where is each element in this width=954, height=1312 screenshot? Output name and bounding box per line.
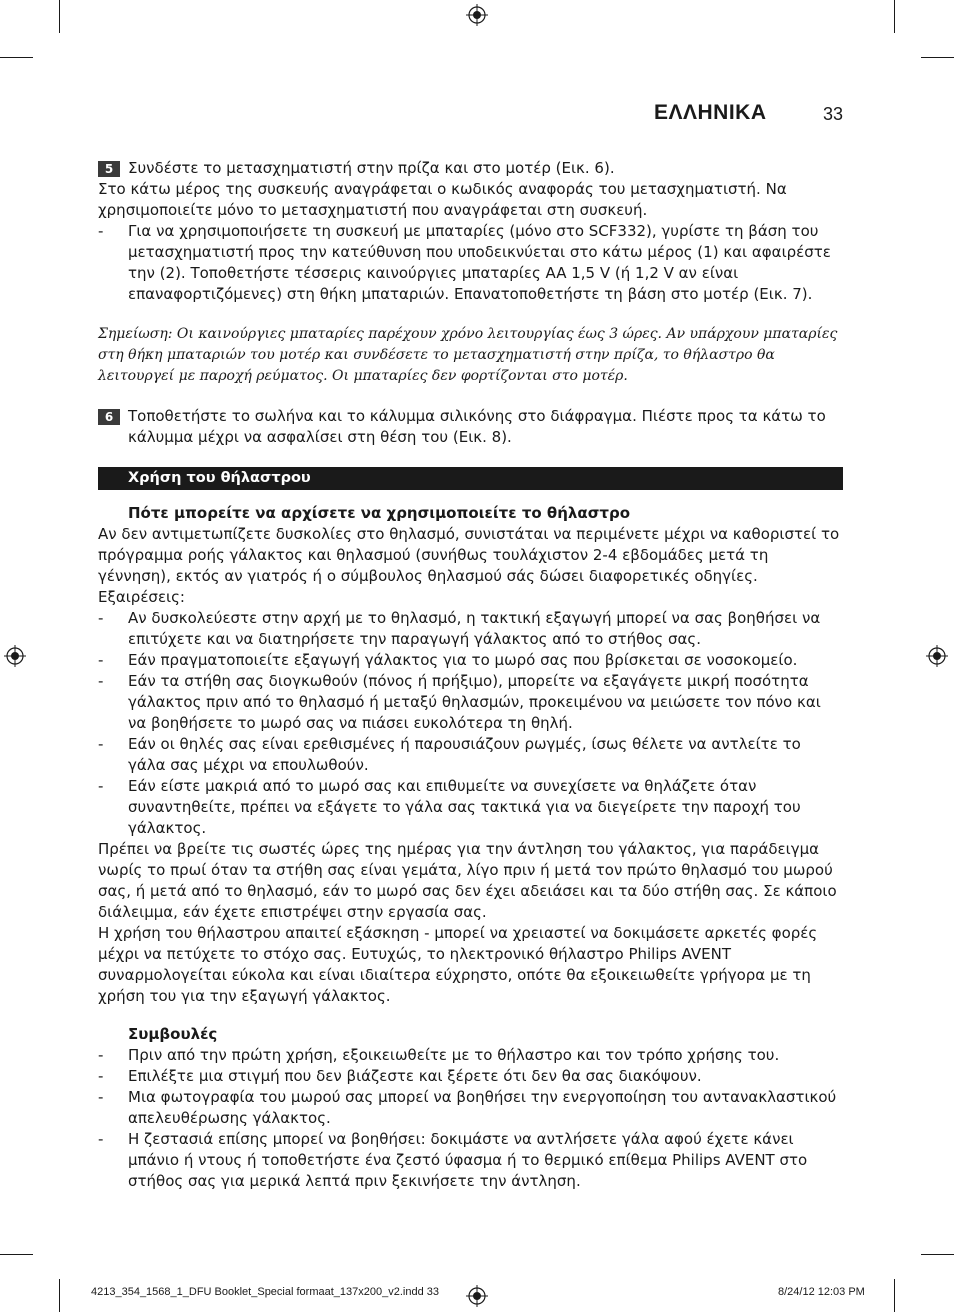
list-item-text: Αν δυσκολεύεστε στην αρχή με το θηλασμό, η τακτική εξαγωγή μπορεί να σας βοηθήσει να επιτύχετε και να διατηρήσετε την παραγωγή γάλακτος από το στήθος σας. [128, 609, 821, 648]
subheading: Πότε μπορείτε να αρχίσετε να χρησιμοποιείτε το θήλαστρο [128, 504, 631, 522]
header-language: ΕΛΛΗΝΙΚΑ [654, 101, 767, 124]
page-number: 33 [823, 104, 844, 124]
list-item-text: Εάν οι θηλές σας είναι ερεθισμένες ή παρουσιάζουν ρωγμές, ίσως θέλετε να αντλείτε το γάλα σας μέχρι να επουλωθούν. [128, 735, 801, 774]
list-item [98, 608, 843, 650]
list-item [98, 1045, 843, 1066]
list-item [98, 1087, 843, 1129]
crop-mark [0, 1254, 33, 1255]
registration-mark-icon [466, 4, 488, 26]
list-item-text: Πριν από την πρώτη χρήση, εξοικειωθείτε με το θήλαστρο και τον τρόπο χρήσης του. [128, 1046, 780, 1064]
crop-mark [59, 1279, 60, 1312]
list-item [98, 650, 843, 671]
step-number-badge: 5 [98, 161, 120, 177]
list-item-text: Εάν είστε μακριά από το μωρό σας και επιθυμείτε να συνεχίσετε να θηλάζετε όταν συναντηθείτε, πρέπει να εξάγετε το γάλα σας τακτικά για να διεγείρετε την παροχή του γάλακτος. [128, 777, 801, 837]
exceptions-label: Εξαιρέσεις: [98, 588, 185, 606]
list-item [98, 734, 843, 776]
list-item-text: Μια φωτογραφία του μωρού σας μπορεί να βοηθήσει την ενεργοποίηση του αντανακλαστικού απελευθέρωσης γάλακτος. [128, 1088, 837, 1127]
dash-bullet: - [98, 735, 104, 753]
registration-mark-icon [926, 645, 948, 667]
section-heading: Χρήση του θήλαστρου [98, 467, 843, 490]
crop-mark [921, 57, 954, 58]
dash-bullet: - [98, 777, 104, 795]
page-content [98, 158, 843, 1192]
dash-bullet: - [98, 609, 104, 627]
list-item [98, 221, 843, 305]
crop-mark [59, 0, 60, 33]
paragraph: Πρέπει να βρείτε τις σωστές ώρες της ημέρας για την άντληση του γάλακτος, για παράδειγμα νωρίς το πρωί όταν τα στήθη σας είναι γεμάτα, λίγο πριν ή μετά τον πρώτο θηλασμό του μωρού σας, ή μετά από το θηλασμό, εάν το μωρό σας δεν έχει αδειάσει και τα δύο στήθη σας. Σε κάποιο διάλειμμα, εάν έχετε επιστρέψει στην εργασία σας. [98, 840, 837, 921]
dash-bullet: - [98, 1088, 104, 1106]
list-item [98, 1129, 843, 1192]
dash-bullet: - [98, 651, 104, 669]
dash-bullet: - [98, 672, 104, 690]
dash-bullet: - [98, 1067, 104, 1085]
crop-mark [894, 1279, 895, 1312]
footer-datetime: 8/24/12 12:03 PM [778, 1286, 865, 1298]
list-item-text: Επιλέξτε μια στιγμή που δεν βιάζεστε και ξέρετε ότι δεν θα σας διακόψουν. [128, 1067, 702, 1085]
step-6 [98, 406, 843, 448]
dash-bullet: - [98, 222, 104, 240]
list-item-text: Εάν πραγματοποιείτε εξαγωγή γάλακτος για το μωρό σας που βρίσκεται σε νοσοκομείο. [128, 651, 798, 669]
paragraph: Στο κάτω μέρος της συσκευής αναγράφεται ο κωδικός αναφοράς του μετασχηματιστή. Να χρησιμοποιείτε μόνο το μετασχηματιστή που αναγράφεται στη συσκευή. [98, 180, 787, 219]
registration-mark-icon [466, 1285, 488, 1307]
list-item-text: Για να χρησιμοποιήσετε τη συσκευή με μπαταρίες (μόνο στο SCF332), γυρίστε τη βάση του μετασχηματιστή προς την κατεύθυνση που υποδεικνύεται στο κάτω μέρος (1) και αφαιρέστε την (2). Τοποθετήστε τέσσερις καινούργιες μπαταρίες AA 1,5 V (ή 1,2 V αν είναι επαναφορτιζόμενες) στη θήκη μπαταριών. Επανατοποθετήστε τη βάση στο μοτέρ (Εικ. 7). [128, 222, 831, 303]
step-text: Συνδέστε το μετασχηματιστή στην πρίζα και στο μοτέρ (Εικ. 6). [128, 159, 615, 177]
list-item-text: Η ζεστασιά επίσης μπορεί να βοηθήσει: δοκιμάστε να αντλήσετε γάλα αφού έχετε κάνει μπάνιο ή ντους ή τοποθετήστε ένα ζεστό ύφασμα ή το θερμικό επίθεμα Philips AVENT στο στήθος σας για μερικά λεπτά πριν ξεκινήσετε την άντληση. [128, 1130, 808, 1190]
list-item [98, 1066, 843, 1087]
crop-mark [921, 1254, 954, 1255]
list-item [98, 776, 843, 839]
subheading: Συμβουλές [128, 1025, 218, 1043]
paragraph: Αν δεν αντιμετωπίζετε δυσκολίες στο θηλασμό, συνιστάται να περιμένετε μέχρι να καθοριστεί το πρόγραμμα ροής γάλακτος και θηλασμού (συνήθως τουλάχιστον 2-4 εβδομάδες μετά τη γέννηση), εκτός αν γιατρός ή ο σύμβουλος θηλασμού σάς δώσει διαφορετικές οδηγίες. [98, 525, 840, 585]
crop-mark [894, 0, 895, 33]
dash-bullet: - [98, 1130, 104, 1148]
paragraph: Η χρήση του θήλαστρου απαιτεί εξάσκηση - μπορεί να χρειαστεί να δοκιμάσετε αρκετές φορές μέχρι να πετύχετε το στόχο σας. Ευτυχώς, το ηλεκτρονικό θήλαστρο Philips AVENT συναρμολογείται εύκολα και είναι ιδιαίτερα εύχρηστο, οπότε θα εξοικειωθείτε γρήγορα με τη χρήση του για την εξαγωγή γάλακτος. [98, 924, 818, 1005]
step-number-badge: 6 [98, 409, 120, 425]
registration-mark-icon [4, 645, 26, 667]
dash-bullet: - [98, 1046, 104, 1064]
list-item-text: Εάν τα στήθη σας διογκωθούν (πόνος ή πρήξιμο), μπορείτε να εξαγάγετε μικρή ποσότητα γάλακτος πριν από το θηλασμό ή μεταξύ θηλασμών, προκειμένου να μειώσετε τον πόνο και να βοηθήσετε το μωρό σας να πιάσει ευκολότερα τη θηλή. [128, 672, 821, 732]
step-5 [98, 158, 843, 179]
note: Σημείωση: Οι καινούργιες μπαταρίες παρέχουν χρόνο λειτουργίας έως 3 ώρες. Αν υπάρχουν μπαταρίες στη θήκη μπαταριών του μοτέρ και συνδέσετε το μετασχηματιστή στην πρίζα, το θήλαστρο θα λειτουργεί με παροχή ρεύματος. Οι μπαταρίες δεν φορτίζονται στο μοτέρ. [98, 326, 838, 384]
list-item [98, 671, 843, 734]
step-text: Τοποθετήστε το σωλήνα και το κάλυμμα σιλικόνης στο διάφραγμα. Πιέστε προς τα κάτω το κάλυμμα μέχρι να ασφαλίσει στη θέση του (Εικ. 8). [128, 407, 826, 446]
footer-filename: 4213_354_1568_1_DFU Booklet_Special formaat_137x200_v2.indd 33 [91, 1286, 439, 1298]
crop-mark [0, 57, 33, 58]
